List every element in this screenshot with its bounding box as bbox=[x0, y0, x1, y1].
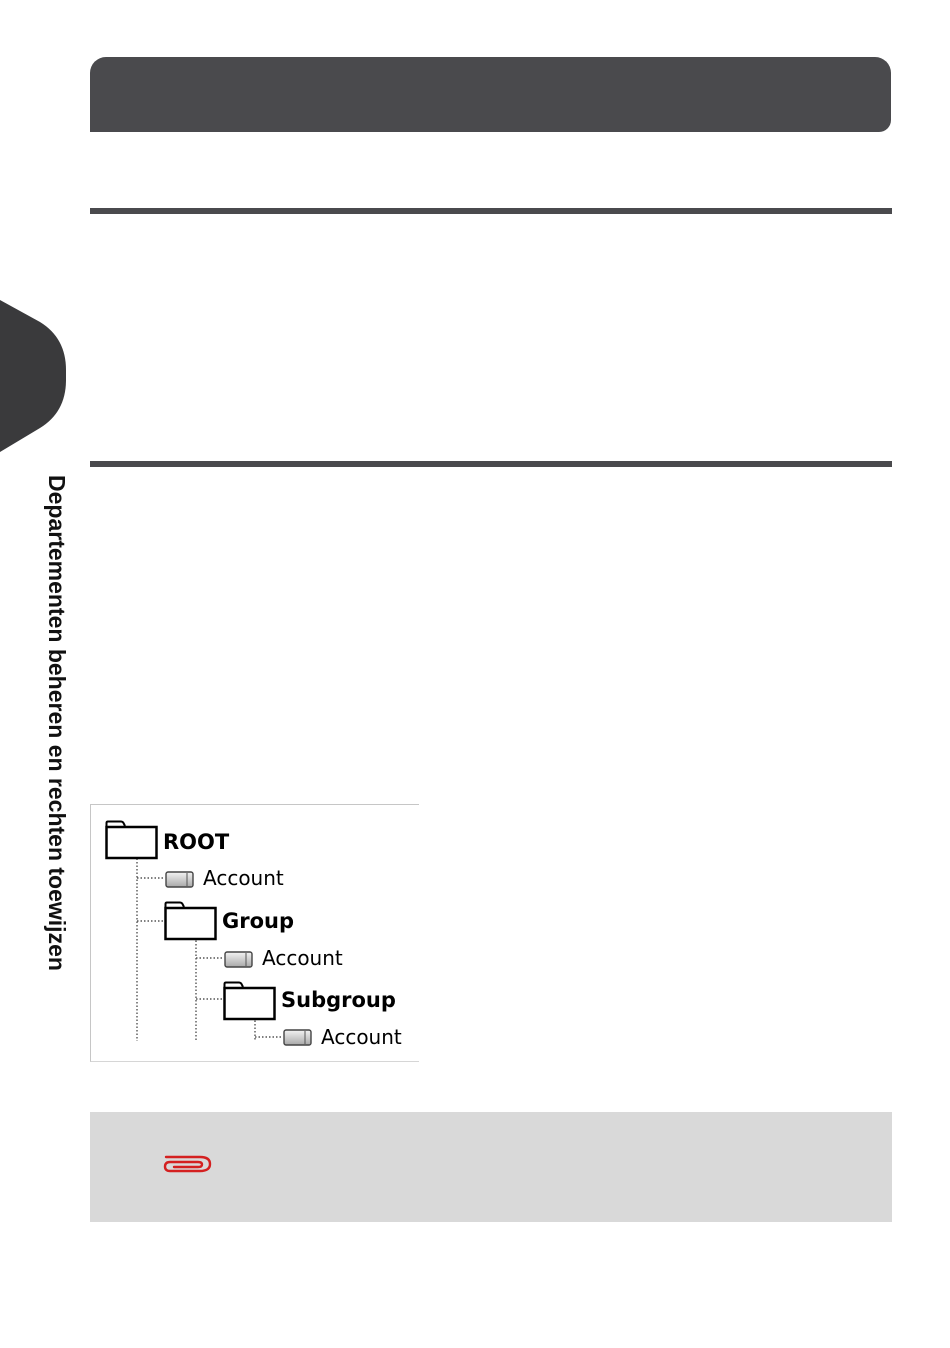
chapter-header-bar bbox=[90, 57, 891, 132]
tree-subgroup-label: Subgroup bbox=[281, 988, 396, 1012]
account-icon bbox=[224, 951, 254, 969]
section-divider bbox=[90, 461, 892, 467]
chapter-side-tab bbox=[0, 0, 70, 460]
note-box bbox=[90, 1112, 892, 1222]
account-icon bbox=[165, 871, 195, 889]
folder-icon bbox=[164, 901, 218, 941]
department-tree bbox=[90, 804, 419, 1062]
tree-account-label: Account bbox=[203, 866, 284, 890]
folder-icon bbox=[105, 820, 159, 860]
note-icon bbox=[162, 1152, 214, 1176]
account-icon bbox=[283, 1029, 313, 1047]
section-divider bbox=[90, 208, 892, 214]
tree-root-label: ROOT bbox=[163, 830, 230, 854]
tree-group-label: Group bbox=[222, 909, 295, 933]
tree-account-label: Account bbox=[321, 1025, 402, 1049]
folder-icon bbox=[223, 981, 277, 1021]
tree-account-label: Account bbox=[262, 946, 343, 970]
chapter-side-title: Departementen beheren en rechten toewijzen bbox=[44, 475, 70, 971]
